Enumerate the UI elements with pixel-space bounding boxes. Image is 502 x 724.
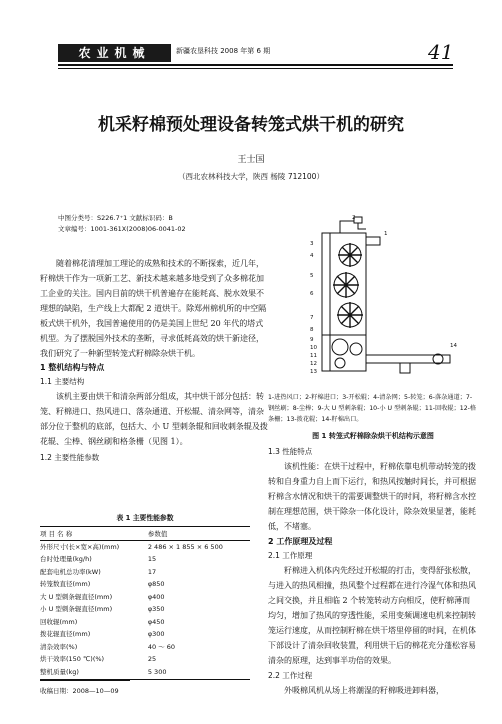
table-row [40,554,250,567]
page-number: 41 [428,40,454,64]
table-row [40,654,250,667]
subsection-heading-1-2: 1.2 主要性能参数 [40,453,100,462]
table-cell-item: 拨花辊直径(mm) [40,630,91,638]
subsection-heading-1-3: 1.3 性能特点 [268,447,313,456]
table-row [40,629,250,642]
table-cell-value: φ300 [147,630,165,638]
callout-label: 7 [310,315,314,321]
callout-label: 4 [310,253,314,259]
callout-label: 1 [384,231,388,237]
principle-paragraph: 籽棉进入机体内先经过开松辊的打击，变得舒张松散，与进入的热风相撞，热风整个过程都在进行冷湿气体和热风之间交换，并且相临 2 个转笼转动方向相反，使籽棉薄而均匀，增加了热风的穿透性能，采用变频调速电机来控制转笼运行速度，从而控制籽棉在烘干塔里停留的时间，在机体下部设计了清杂回收装置，利用烘干后的棉花充分蓬松容易清杂的原理，达到事半功倍的效果。 [268,566,476,665]
dryer-structure-diagram [300,215,470,395]
header-rule-thin [58,68,453,69]
table-row [40,591,250,604]
performance-paragraph: 该机性能：在烘干过程中，籽棉依靠电机带动转笼的拨转和自身重力自上而下运行，和热风按触时间长，并可根据籽棉含水情况和烘干的需要调整烘干的时间，将籽棉含水控制在理想范围，烘干除杂一体化设计，除杂效果显著，能耗低，不堵塞。 [268,462,476,531]
table-cell-item: 台时处理量(kg/h) [40,555,92,563]
footnote-rule [40,680,130,681]
callout-label: 6 [310,291,314,297]
table-row [40,666,250,679]
journal-issue: 新疆农垦科技 2008 年第 6 期 [176,47,271,55]
table-row [40,641,250,654]
callout-label: 5 [310,273,314,279]
callout-label: 9 [310,337,314,343]
table-cell-value: φ400 [147,592,165,601]
table-cell-value: 17 [147,567,157,576]
table-cell-item: 清杂效率(%) [40,642,78,651]
parameters-table [40,512,250,680]
table-header-item: 项 目 名 称 [40,527,148,541]
header-rule [58,64,453,66]
classification-code: 中图分类号：S226.7⁺1 文献标识码：B [58,214,173,222]
table-cell-item: 大 U 型刺条辊直径(mm) [40,592,113,601]
right-column [268,446,478,698]
table-cell-value: 5 300 [148,666,250,679]
subsection-heading-2-2: 2.2 工作过程 [268,671,313,680]
section-tag: 农业机械 [58,44,171,62]
table-cell-item: 整机质量(kg) [40,666,148,679]
table-cell-value: 25 [147,655,157,663]
table-cell-item: 小 U 型刺条辊直径(mm) [40,605,113,613]
callout-label: 13 [310,369,317,375]
callout-label: 11 [310,353,317,359]
callout-label: 10 [310,345,317,351]
table-cell-value: 15 [147,555,157,563]
affiliation: （西北农林科技大学，陕西 杨陵 712100） [178,172,324,181]
table-cell-item: 转笼数直径(mm) [40,580,91,588]
figure-legend: 1-进热风口；2-籽棉进口；3-开松辊；4-清杂网；5-转笼；6-落杂通道；7-钢丝刷；8-尘棒；9-大 U 型刺条辊；10-小 U 型刺条辊；11-回收辊；12-格条栅；13-拨花辊；14-籽棉出口。 [268,394,477,423]
table-cell-item: 烘干效率(150 ℃)(%) [40,655,105,663]
callout-label: 2 [352,215,356,221]
tower-outline [322,233,366,371]
callout-label: 8 [310,327,314,333]
table-title: 表 1 主要性能参数 [116,514,174,522]
table-cell-value: 2 486 × 1 855 × 6 500 [147,542,223,551]
table-cell-value: φ450 [147,617,165,626]
callout-label: 14 [450,343,457,349]
paper-title: 机采籽棉预处理设备转笼式烘干机的研究 [98,115,404,135]
callout-label: 12 [310,361,317,367]
table-cell-value: φ350 [147,605,165,613]
left-column [40,256,268,463]
table-row [40,579,250,592]
table-row [40,616,250,629]
structure-paragraph: 该机主要由烘干和清杂两部分组成，其中烘干部分包括：转笼、籽棉进口、热风进口、落杂通道、开松辊、清杂网等，清杂部分位于整机的底部，包括大、小 U 型刺条辊和回收刺条辊及拨花辊、尘棒、钢丝刷和格条栅（见图 1）。 [40,392,268,446]
received-date: 收稿日期：2008—10—09 [40,687,119,695]
table-header-value: 参数值 [148,527,250,541]
intro-paragraph: 随着棉花清理加工理论的成熟和技术的不断探索，近几年，籽棉烘干作为一项新工艺、新技术越来越多地受到了众多棉花加工企业的关注。国内目前的烘干机普遍存在能耗高、脱水效果不理想的缺陷，生产线上大都配 2 道烘干。除郑州棉机所的中空隔板式烘干机外，我国普遍使用的仍是美国上世纪 20 年代的塔式机型。为了摆脱国外技术的垄断，寻求低耗高效的烘干新途径，我们研究了一种新型转笼式籽棉除杂烘干机。 [40,259,267,358]
callout-label: 3 [310,241,314,247]
table-cell-value: φ850 [147,580,165,588]
section-heading-1: 1 整机结构与特点 [40,363,105,372]
table-cell-item: 配套电机总功率(kW) [40,567,101,576]
subsection-heading-2-1: 2.1 工作原理 [268,551,313,560]
table-row [40,604,250,617]
author: 王士国 [237,155,265,165]
figure-title: 图 1 转笼式籽棉除杂烘干机结构示意图 [312,432,434,440]
subsection-heading-1-1: 1.1 主要结构 [40,377,85,386]
process-paragraph: 外吸棉风机从场上将潮湿的籽棉吸进卸料器， [284,686,444,695]
table-row [40,566,250,579]
table-cell-item: 回收辊(mm) [40,617,78,626]
section-heading-2: 2 工作原理及过程 [268,537,333,546]
table-row [40,541,250,554]
article-id: 文章编号：1001-361X(2008)06-0041-02 [58,225,186,233]
table-cell-item: 外形尺寸(长×宽×高)(mm) [40,542,120,551]
table-cell-value: 40 ～ 60 [147,642,176,651]
